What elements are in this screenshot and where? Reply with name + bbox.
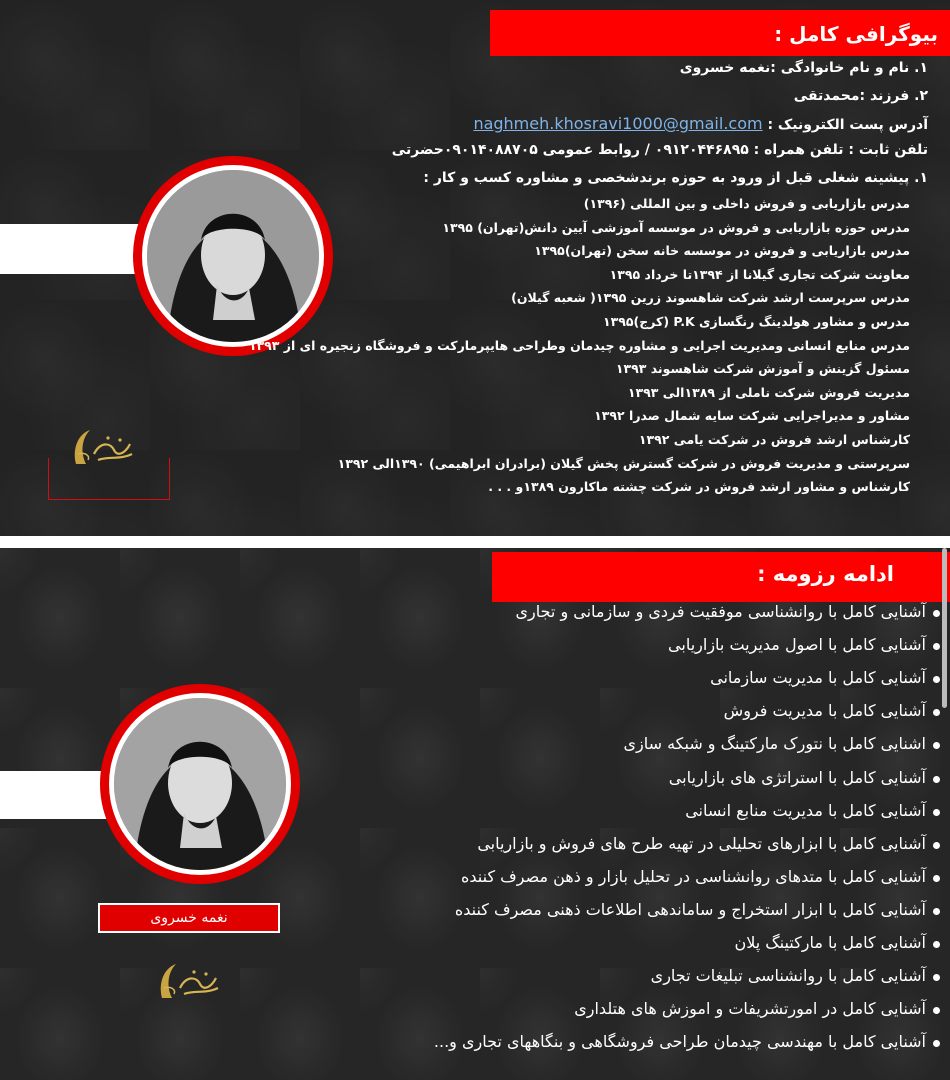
history-item: مدرس بازاریابی و فروش در موسسه خانه سخن (تهران)۱۳۹۵ [534, 243, 910, 259]
bullet-icon [933, 908, 940, 915]
resume-item-text: آشنایی کامل با مارکتینگ پلان [734, 933, 926, 952]
resume-item-text: آشنایی کامل با ابزار استخراج و ساماندهی اطلاعات ذهنی مصرف کننده [454, 899, 926, 919]
child-line: ۲. فرزند :محمدتقی [793, 88, 928, 104]
bullet-icon [933, 809, 940, 816]
bullet-icon [933, 842, 940, 849]
history-item: مدرس منابع انسانی ومدیریت اجرایی و مشاوره چیدمان وطراحی هایپرمارکت و فروشگاه زنجیره ای از ۱۳۹۳ [248, 337, 910, 353]
resume-item [651, 966, 926, 985]
history-item: مشاور و مدیراجرایی شرکت سایه شمال صدرا ۱۳۹۲ [594, 408, 910, 424]
resume-item [710, 668, 926, 687]
history-item: معاونت شرکت تجاری گیلانا از ۱۳۹۴تا خرداد ۱۳۹۵ [609, 266, 910, 282]
bullet-icon [933, 610, 940, 617]
resume-item [455, 900, 926, 919]
resume-item [515, 602, 926, 621]
resume-item [477, 834, 926, 853]
history-item: کارشناس ارشد فروش در شرکت یامی ۱۳۹۲ [638, 432, 910, 447]
resume-item-text: آشنایی کامل با روانشناسی تبلیغات تجاری [650, 966, 926, 986]
bullet-icon [933, 776, 940, 783]
resume-item-text: آشنایی کامل با مدیریت فروش [723, 701, 926, 721]
biography-panel [0, 0, 950, 536]
resume-item-text: آشنایی کامل با مهندسی چیدمان طراحی فروشگاهی و بنگاههای تجاری و... [433, 1032, 926, 1052]
resume-item [669, 768, 926, 787]
resume-item [623, 734, 926, 753]
resume-item [574, 999, 926, 1018]
resume-skill-list [326, 602, 926, 1072]
name-badge-label: نغمه خسروی [150, 910, 228, 926]
gold-signature-logo [150, 958, 230, 1008]
resume-item-text: آشنایی کامل با ابزارهای تحلیلی در تهیه طرح های فروش و بازاریابی [477, 833, 926, 853]
biography-text [234, 58, 934, 528]
email-line [473, 114, 928, 133]
history-item: سرپرستی و مدیریت فروش در شرکت گسترش پخش گیلان (برادران ابراهیمی) ۱۳۹۰الی ۱۳۹۲ [337, 455, 910, 471]
history-item: مدرس و مشاور هولدینگ رنگسازی P.K (کرج)۱۳۹۵ [603, 314, 910, 329]
resume-item-text: آشنایی کامل در امورتشریفات و اموزش های هتلداری [574, 999, 926, 1019]
resume-item [734, 933, 926, 952]
family-name-line: ۱. نام و نام خانوادگی :نغمه خسروی [679, 60, 928, 76]
email-label: آدرس پست الکترونیک : [767, 117, 928, 133]
biography-title-bar [490, 10, 950, 56]
history-item: مدرس بازاریابی و فروش داخلی و بین المللی (۱۳۹۶) [583, 196, 910, 211]
resume-item-text: آشنایی کامل با متدهای روانشناسی در تحلیل بازار و ذهن مصرف کننده [461, 866, 926, 886]
history-item: مدرس سرپرست ارشد شرکت شاهسوند زرین ۱۳۹۵( شعبه گیلان) [511, 290, 910, 306]
resume-item [461, 867, 926, 886]
resume-item [724, 701, 926, 720]
resume-title-bar [492, 552, 950, 602]
panel-separator [0, 536, 950, 548]
email-link[interactable]: naghmeh.khosravi1000@gmail.com [473, 114, 763, 133]
resume-item-text: اشنایی کامل با نتورک مارکتینگ و شبکه سازی [623, 734, 926, 754]
history-item: مسئول گزینش و آموزش شرکت شاهسوند ۱۳۹۳ [615, 361, 910, 377]
resume-item-text: آشنایی کامل با روانشناسی موفقیت فردی و سازمانی و تجاری [515, 602, 926, 621]
resume-item [668, 635, 926, 654]
history-item: مدیریت فروش شرکت ناملی از ۱۳۸۹الی ۱۳۹۳ [627, 384, 910, 400]
biography-title: بیوگرافی کامل : [774, 22, 938, 46]
white-accent-bar [0, 224, 150, 274]
bullet-icon [933, 875, 940, 882]
bullet-icon [933, 941, 940, 948]
portrait-photo [114, 698, 286, 870]
portrait-frame [100, 684, 300, 884]
resume-item-text: آشنایی کامل با مدیریت سازمانی [710, 668, 926, 688]
history-item: کارشناس و مشاور ارشد فروش در شرکت چشته ماکارون ۱۳۸۹و . . . [488, 479, 910, 495]
logo-red-frame [48, 458, 170, 500]
resume-item-text: آشنایی کامل با اصول مدیریت بازاریابی [668, 635, 926, 655]
name-badge [98, 903, 280, 933]
resume-title: ادامه رزومه : [757, 562, 894, 586]
resume-item [685, 801, 926, 820]
history-item: مدرس حوزه بازاریابی و فروش در موسسه آموزشی آیین دانش(تهران) ۱۳۹۵ [442, 219, 910, 235]
phone-line: تلفن ثابت : تلفن همراه : ۰۹۱۲۰۴۴۶۸۹۵ / روابط عمومی ۰۹۰۱۴۰۸۸۷۰۵حضرتی [391, 142, 928, 158]
resume-item-text: آشنایی کامل با استراتژی های بازاریابی [668, 767, 926, 787]
resume-item [434, 1032, 926, 1051]
scrollbar[interactable] [942, 548, 947, 708]
history-title: ۱. پیشینه شغلی قبل از ورود به حوزه برندشخصی و مشاوره کسب و کار : [423, 170, 928, 186]
resume-item-text: آشنایی کامل با مدیریت منابع انسانی [685, 800, 926, 820]
